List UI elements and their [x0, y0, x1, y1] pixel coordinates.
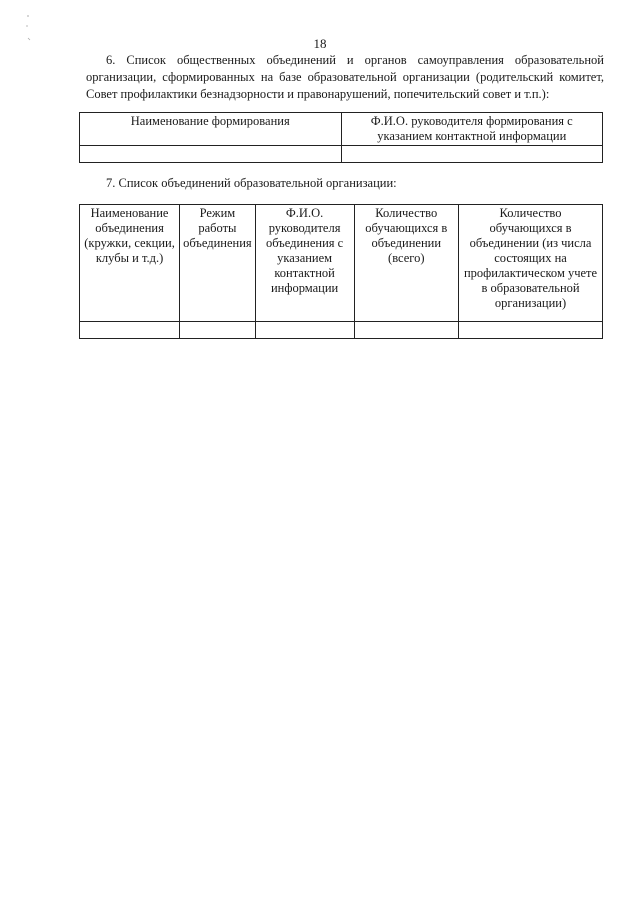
- section-6-paragraph: 6. Список общественных объединений и органов самоуправления образовательной организации, сформированных на базе образовательной организации (родительский комитет, Совет профилактики безнадзорности и правонарушений, попечительский совет и т.п.):: [86, 53, 604, 101]
- header-cell: Ф.И.О. руководителя формирования с указанием контактной информации: [341, 113, 603, 146]
- section-7-text: 7. Список объединений образовательной организации:: [106, 176, 397, 190]
- header-cell: Режим работы объединения: [180, 205, 256, 322]
- table-header-row: [80, 113, 603, 146]
- header-cell: Наименование формирования: [80, 113, 342, 146]
- table-cell: [354, 322, 459, 339]
- page-number: 18: [313, 36, 327, 51]
- header-cell: Количество обучающихся в объединении (из числа состоящих на профилактическом учете в образовательной организации): [459, 205, 603, 322]
- table-cell: [459, 322, 603, 339]
- header-cell: Ф.И.О. руководителя объединения с указанием контактной информации: [255, 205, 354, 322]
- header-cell: Наименование объединения (кружки, секции, клубы и т.д.): [80, 205, 180, 322]
- table-cell: [80, 322, 180, 339]
- table-cell: [180, 322, 256, 339]
- section-7-table: [79, 204, 603, 339]
- table-row: [80, 146, 603, 163]
- table-cell: [255, 322, 354, 339]
- table-row: [80, 322, 603, 339]
- table-header-row: [80, 205, 603, 322]
- table-cell: [80, 146, 342, 163]
- section-6-table: [79, 112, 603, 163]
- section-6-text: [86, 52, 604, 103]
- header-cell: Количество обучающихся в объединении (всего): [354, 205, 459, 322]
- table-cell: [341, 146, 603, 163]
